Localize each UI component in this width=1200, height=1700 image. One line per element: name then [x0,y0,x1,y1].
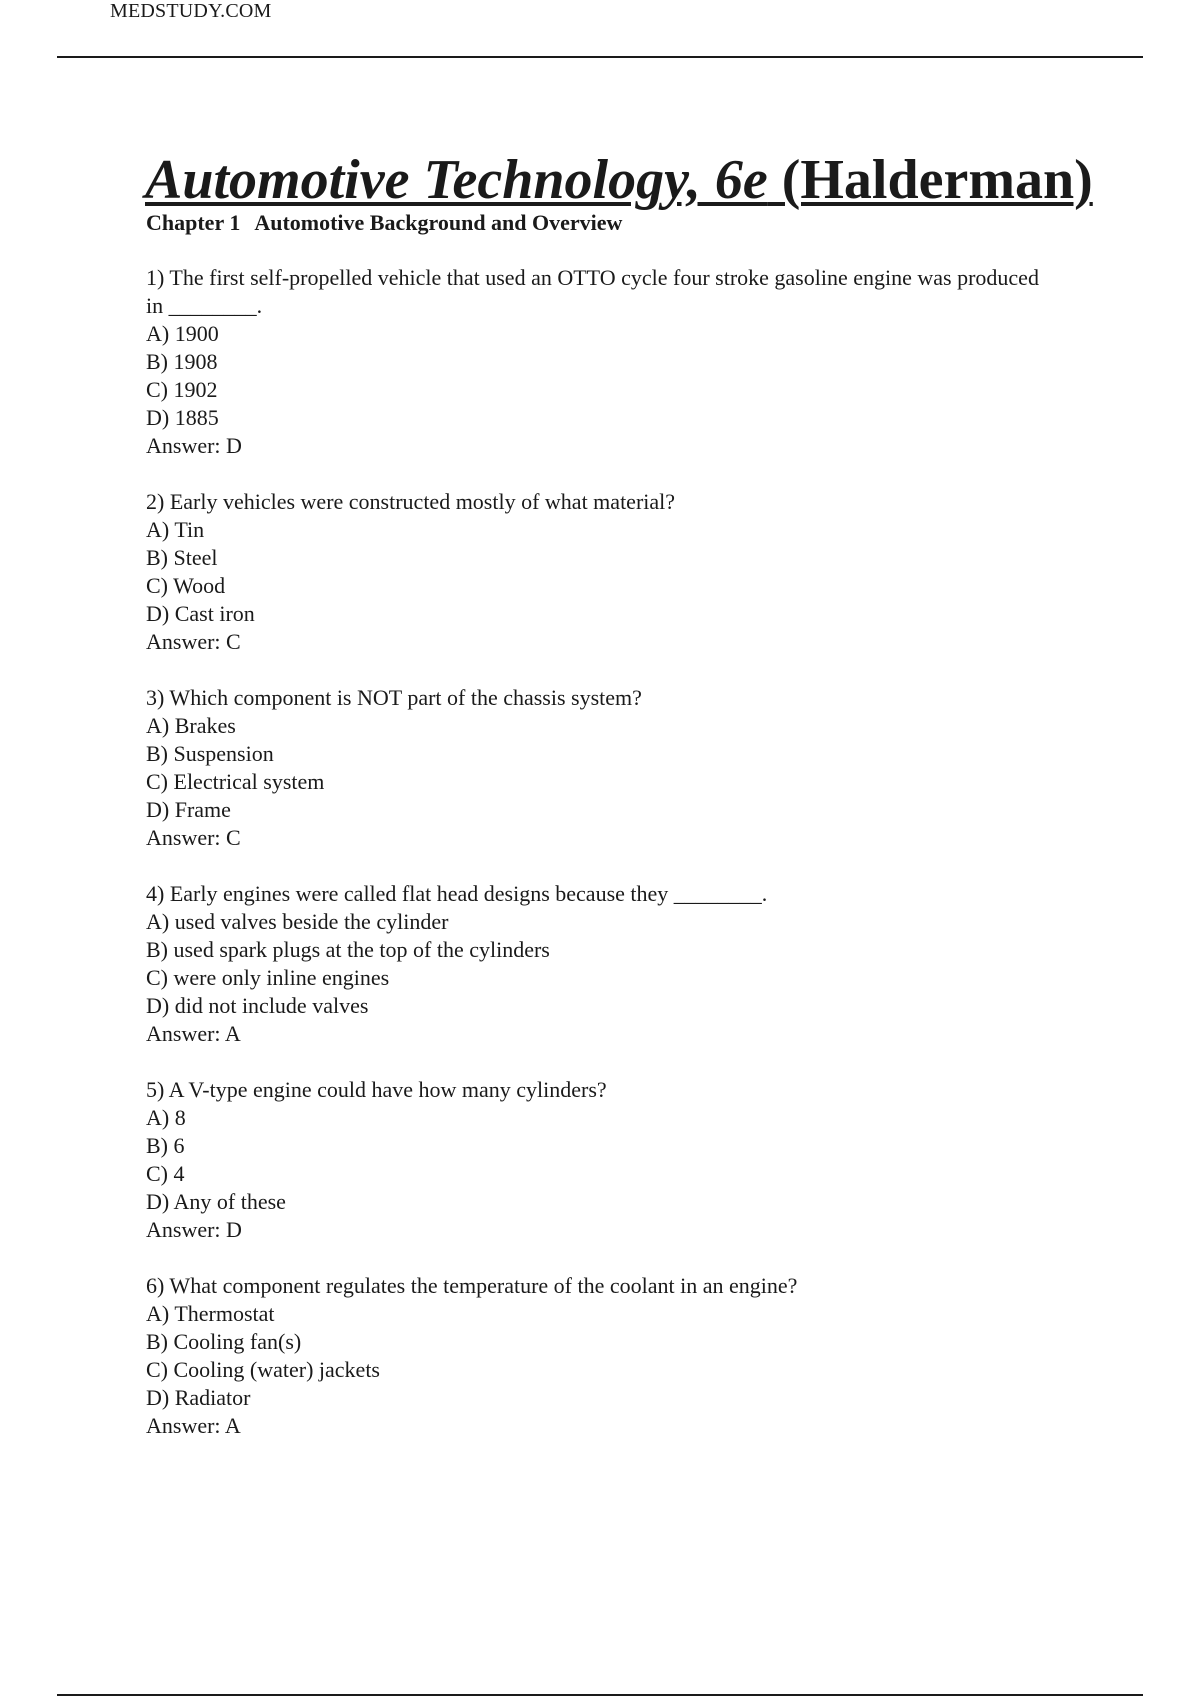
answer: Answer: C [146,629,241,654]
chapter-label: Chapter 1 [146,210,241,235]
option-b: B) used spark plugs at the top of the cylinders [146,937,550,962]
answer: Answer: A [146,1413,241,1438]
option-b: B) Suspension [146,741,274,766]
chapter-heading [146,210,622,236]
option-a: A) 1900 [146,321,219,346]
question-1 [146,264,1046,460]
option-c: C) Cooling (water) jackets [146,1357,380,1382]
answer: Answer: D [146,1217,242,1242]
option-c: C) Electrical system [146,769,325,794]
title-italic: Automotive Technology, 6e [145,149,768,211]
option-b: B) Cooling fan(s) [146,1329,302,1354]
option-a: A) Thermostat [146,1301,275,1326]
option-a: A) Tin [146,517,205,542]
title-author: (Halderman) [767,149,1093,211]
question-5 [146,1076,1046,1244]
option-a: A) 8 [146,1105,186,1130]
header-divider [57,56,1143,58]
question-text: 3) Which component is NOT part of the chassis system? [146,685,642,710]
site-header: MEDSTUDY.COM [110,0,272,22]
question-6 [146,1272,1046,1440]
question-4 [146,880,1046,1048]
question-list [146,264,1046,1468]
option-c: C) 4 [146,1161,185,1186]
option-a: A) Brakes [146,713,236,738]
option-d: D) Frame [146,797,231,822]
question-text: 4) Early engines were called flat head designs because they ________. [146,881,768,906]
option-d: D) Any of these [146,1189,286,1214]
option-d: D) Cast iron [146,601,255,626]
question-text: 5) A V-type engine could have how many cylinders? [146,1077,607,1102]
chapter-title: Automotive Background and Overview [254,210,623,235]
question-text: 6) What component regulates the temperature of the coolant in an engine? [146,1273,798,1298]
answer: Answer: D [146,433,242,458]
answer: Answer: A [146,1021,241,1046]
option-c: C) 1902 [146,377,218,402]
option-d: D) did not include valves [146,993,369,1018]
option-d: D) Radiator [146,1385,251,1410]
option-d: D) 1885 [146,405,219,430]
option-b: B) Steel [146,545,218,570]
question-2 [146,488,1046,656]
option-b: B) 1908 [146,349,218,374]
option-a: A) used valves beside the cylinder [146,909,449,934]
document-title [145,148,1093,212]
option-b: B) 6 [146,1133,185,1158]
option-c: C) were only inline engines [146,965,390,990]
footer-divider [57,1694,1143,1696]
question-text: 1) The first self-propelled vehicle that used an OTTO cycle four stroke gasoline engine was produced in ________. [146,265,1045,318]
option-c: C) Wood [146,573,226,598]
question-text: 2) Early vehicles were constructed mostly of what material? [146,489,676,514]
question-3 [146,684,1046,852]
answer: Answer: C [146,825,241,850]
